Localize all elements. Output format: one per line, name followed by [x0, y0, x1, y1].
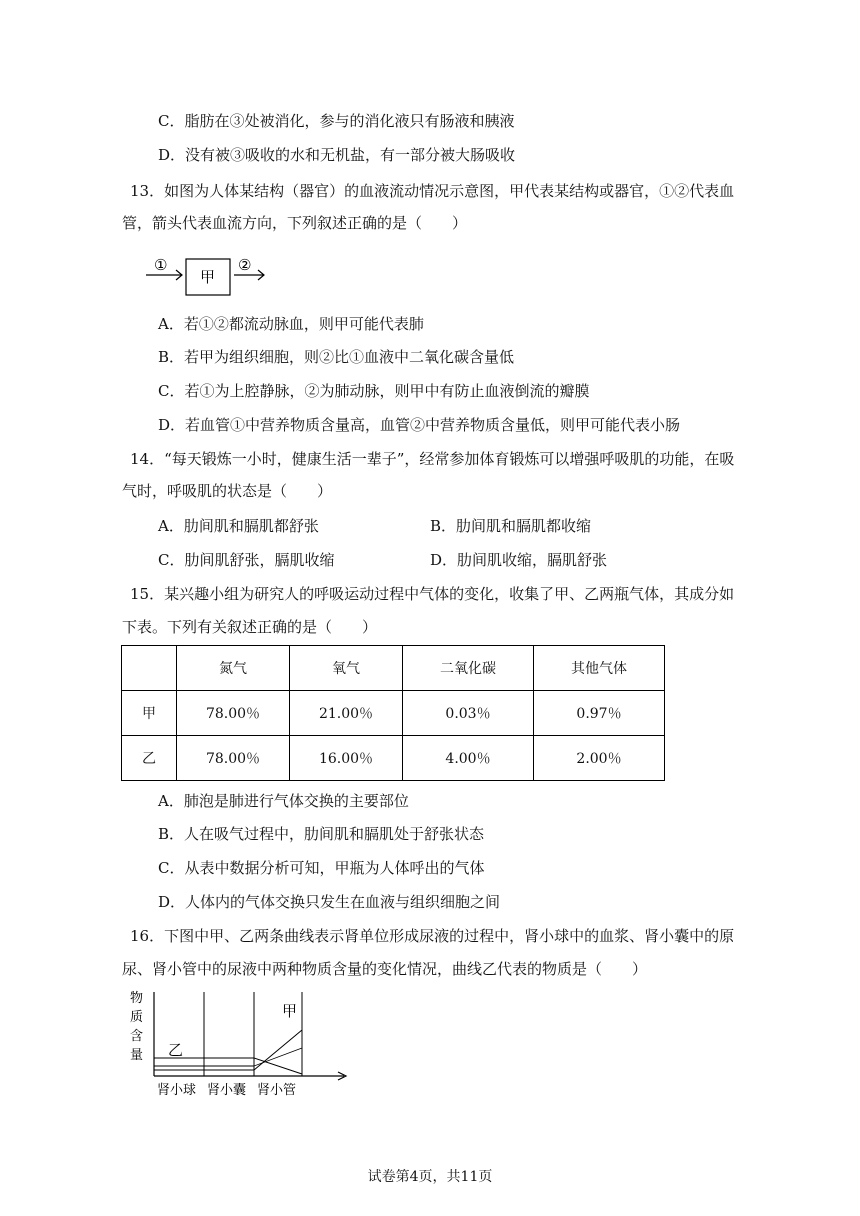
table-row [122, 691, 665, 736]
q14-option-b: B．肋间肌和膈肌都收缩 [430, 517, 592, 535]
table-cell: 16.00％ [290, 736, 403, 781]
q13-option-d: D．若血管①中营养物质含量高，血管②中营养物质含量低，则甲可能代表小肠 [158, 416, 681, 434]
curve-label-jia: 甲 [282, 1002, 298, 1020]
table-cell: 2.00％ [534, 736, 665, 781]
q15-option-d: D．人体内的气体交换只发生在血液与组织细胞之间 [158, 893, 501, 911]
q15-option-c: C．从表中数据分析可知，甲瓶为人体呼出的气体 [158, 859, 485, 877]
table-cell: 甲 [122, 691, 177, 736]
q15-stem-line1: 15．某兴趣小组为研究人的呼吸运动过程中气体的变化，收集了甲、乙两瓶气体，其成分如 [130, 585, 735, 603]
q13-organ-label: 甲 [200, 268, 216, 286]
q12-option-d: D．没有被③吸收的水和无机盐，有一部分被大肠吸收 [158, 146, 516, 164]
q15-option-b: B．人在吸气过程中，肋间肌和膈肌处于舒张状态 [158, 825, 485, 843]
graph-xlabel-tubule: 肾小管 [257, 1083, 297, 1098]
q14-option-d: D．肋间肌收缩，膈肌舒张 [430, 551, 608, 569]
table-cell: 乙 [122, 736, 177, 781]
q15-stem-line2: 下表。下列有关叙述正确的是（ ） [122, 618, 378, 636]
q13-option-c: C．若①为上腔静脉，②为肺动脉，则甲中有防止血液倒流的瓣膜 [158, 382, 590, 400]
q12-option-c: C．脂肪在③处被消化，参与的消化液只有肠液和胰液 [158, 112, 515, 130]
table-cell: 0.97％ [534, 691, 665, 736]
table-header-cell: 其他气体 [534, 646, 665, 691]
q13-vessel-1-label: ① [154, 256, 168, 274]
table-header-cell: 氧气 [290, 646, 403, 691]
table-cell: 78.00％ [177, 691, 290, 736]
q16-stem-line2: 尿、肾小管中的尿液中两种物质含量的变化情况，曲线乙代表的物质是（ ） [122, 960, 648, 978]
q13-blood-flow-diagram [140, 254, 280, 300]
q16-stem-line1: 16．下图中甲、乙两条曲线表示肾单位形成尿液的过程中，肾小球中的血浆、肾小囊中的原 [130, 927, 735, 945]
curve-label-yi: 乙 [168, 1041, 184, 1059]
graph-ylabel-3: 含 [130, 1029, 144, 1044]
q14-stem-line1: 14．“每天锻炼一小时，健康生活一辈子”，经常参加体育锻炼可以增强呼吸肌的功能，在吸 [130, 450, 735, 468]
q13-vessel-2-label: ② [238, 256, 252, 274]
table-cell: 78.00％ [177, 736, 290, 781]
graph-xlabel-capsule: 肾小囊 [207, 1083, 247, 1098]
q13-option-b: B．若甲为组织细胞，则②比①血液中二氧化碳含量低 [158, 348, 515, 366]
table-header-cell: 二氧化碳 [403, 646, 534, 691]
table-cell: 0.03％ [403, 691, 534, 736]
q16-substance-graph [126, 986, 356, 1100]
graph-ylabel-1: 物 [130, 991, 144, 1006]
q14-option-c: C．肋间肌舒张，膈肌收缩 [158, 551, 335, 569]
graph-ylabel-4: 量 [130, 1048, 144, 1063]
table-row [122, 736, 665, 781]
table-cell: 21.00％ [290, 691, 403, 736]
q14-option-a: A．肋间肌和膈肌都舒张 [158, 517, 319, 535]
table-cell: 4.00％ [403, 736, 534, 781]
table-header-cell [122, 646, 177, 691]
q13-stem-line2: 管，箭头代表血流方向，下列叙述正确的是（ ） [122, 214, 468, 232]
q14-stem-line2: 气时，呼吸肌的状态是（ ） [122, 482, 333, 500]
page-footer: 试卷第4页，共11页 [367, 1169, 493, 1185]
graph-xlabel-glomerulus: 肾小球 [157, 1083, 197, 1098]
table-header-cell: 氮气 [177, 646, 290, 691]
table-row [122, 646, 665, 691]
q15-gas-table [121, 645, 665, 781]
q13-stem-line1: 13．如图为人体某结构（器官）的血液流动情况示意图，甲代表某结构或器官，①②代表血 [130, 182, 735, 200]
q15-option-a: A．肺泡是肺进行气体交换的主要部位 [158, 792, 409, 810]
graph-ylabel-2: 质 [130, 1010, 144, 1025]
q13-option-a: A．若①②都流动脉血，则甲可能代表肺 [158, 315, 424, 333]
